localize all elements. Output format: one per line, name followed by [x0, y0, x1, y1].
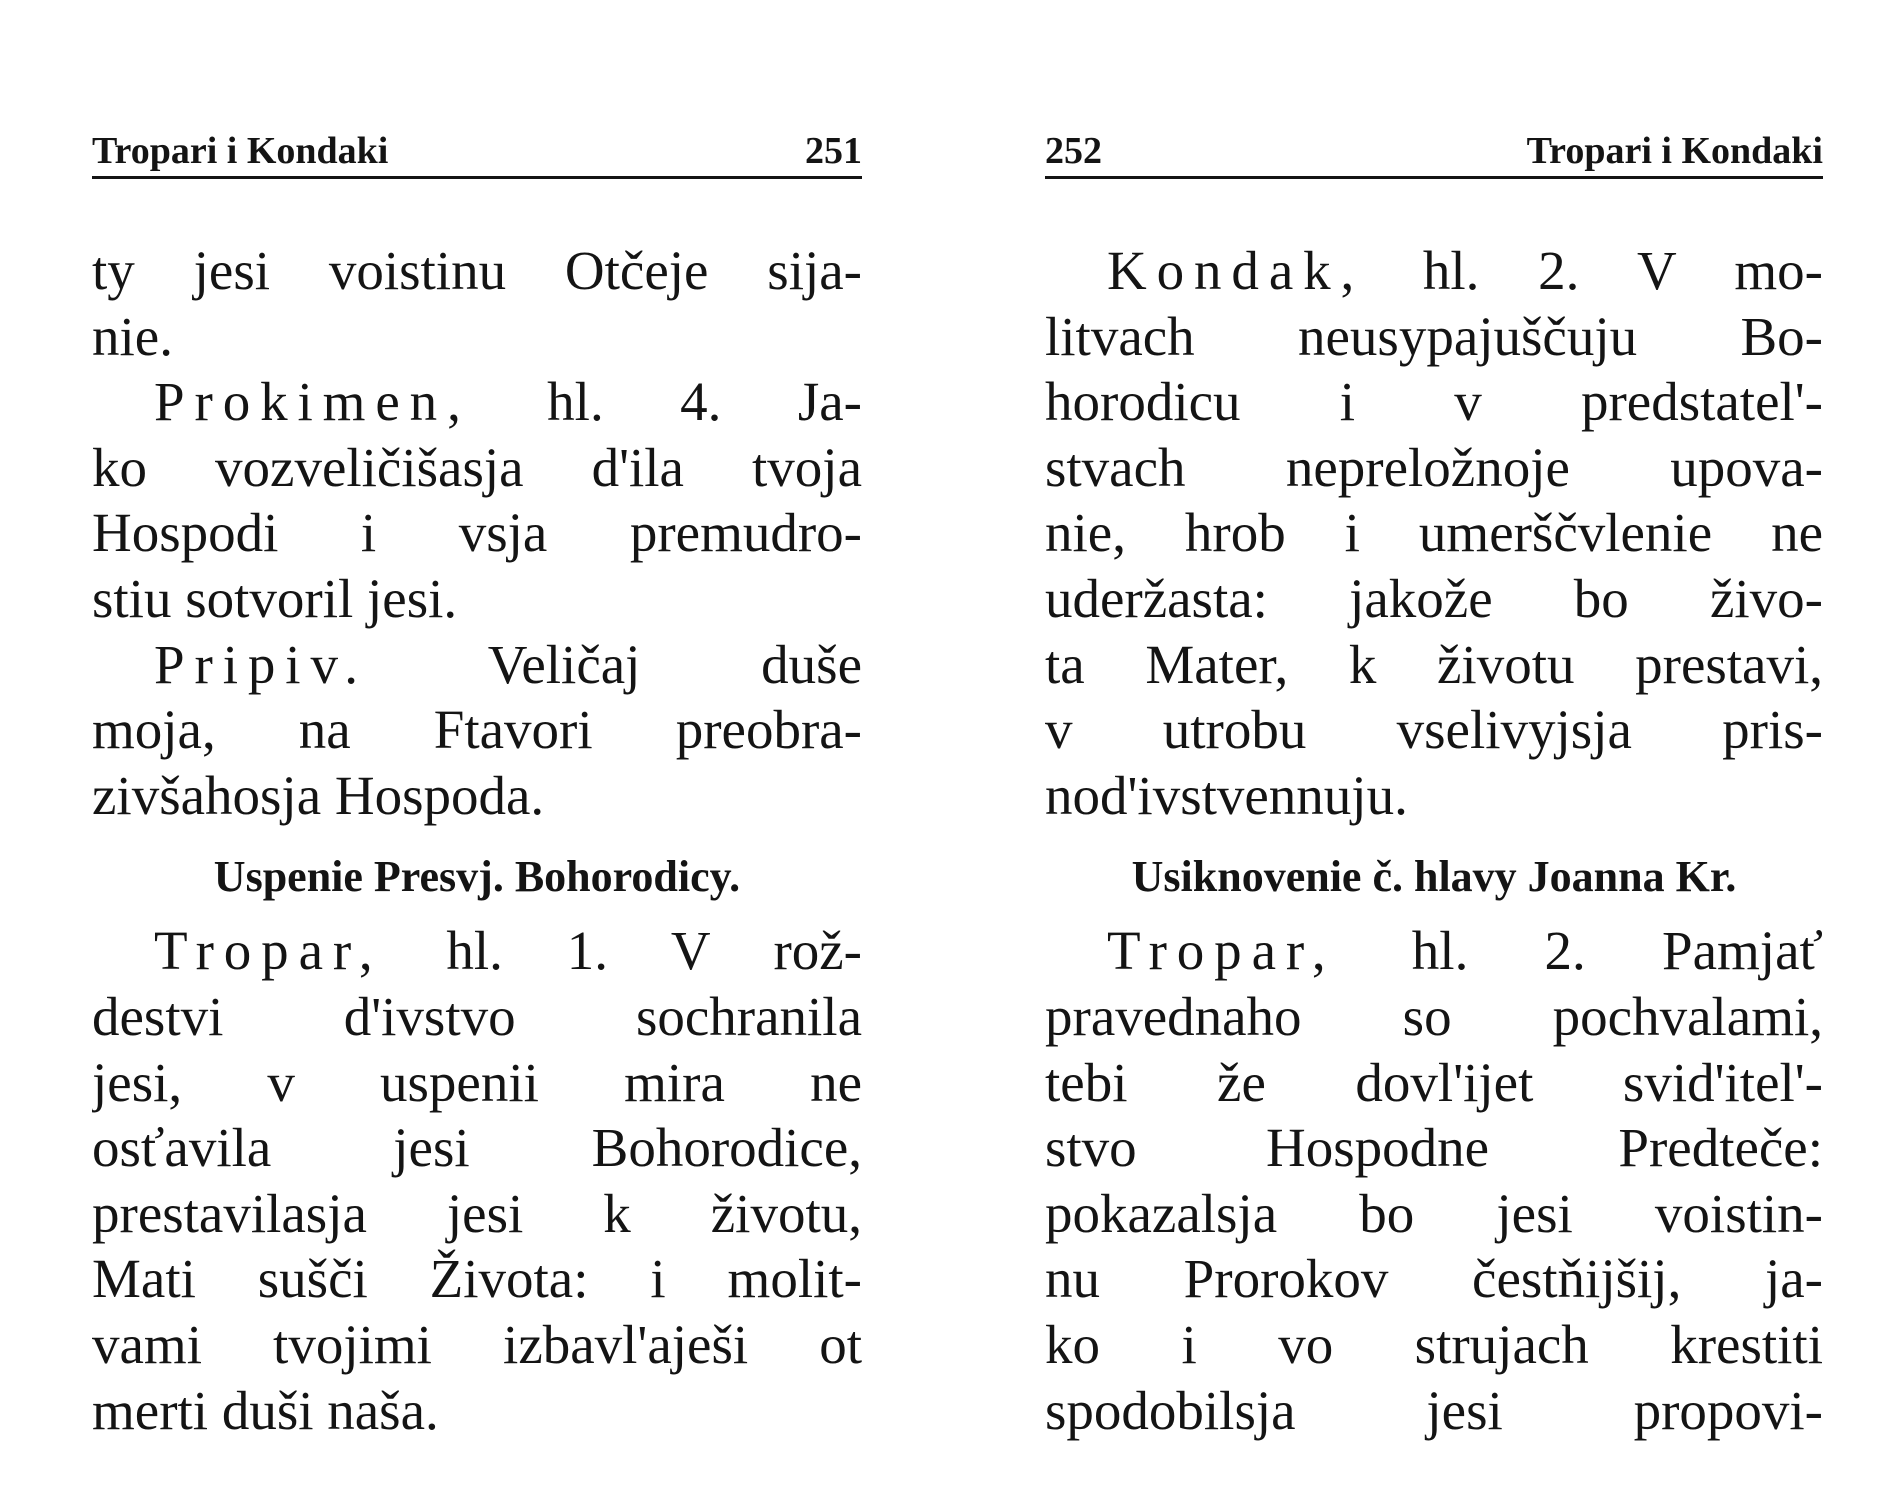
text-line: Hospodi i vsja premudro-: [92, 502, 862, 564]
text-line: stvach nepreložnoje upova-: [1045, 436, 1823, 498]
text-line: pokazalsja bo jesi voistin-: [1045, 1182, 1823, 1244]
tropar-first-line: [92, 918, 862, 984]
text-line: destvi d'ivstvo sochranila: [92, 985, 862, 1047]
text-line: Mati sušči Života: i molit-: [92, 1248, 862, 1310]
tropar-first-line-rest: hl. 1. V rož-: [382, 920, 862, 982]
text-line: nu Prorokov čestňijšij, ja-: [1045, 1248, 1823, 1310]
left-page-header: [92, 118, 862, 179]
text-line: vami tvojimi izbavl'aješi ot: [92, 1313, 862, 1375]
tropar-label: Tropar,: [1107, 920, 1336, 982]
text-line: moja, na Ftavori preobra-: [92, 699, 862, 761]
text-line: stiu sotvoril jesi.: [92, 567, 458, 629]
pripiv-first-line-rest: Veličaj duše: [367, 633, 862, 695]
prokimen-first-line-rest: hl. 4. Ja-: [470, 371, 862, 433]
text-line: merti duši naša.: [92, 1379, 439, 1441]
right-page-body: [1045, 238, 1823, 1443]
text-line: ty jesi voistinu Otčeje sija-: [92, 240, 862, 301]
text-line: v utrobu vselivyjsja pris-: [1045, 699, 1823, 761]
text-line: ko i vo strujach krestiti: [1045, 1313, 1823, 1375]
running-title: Tropari i Kondaki: [92, 130, 389, 172]
text-line: ko vozveličišasja d'ila tvoja: [92, 436, 862, 498]
prokimen-label: Prokimen,: [154, 371, 471, 433]
page-number: 251: [805, 130, 862, 172]
tropar-first-line: [1045, 918, 1823, 984]
text-line: stvo Hospodne Predteče:: [1045, 1117, 1823, 1179]
pripiv-first-line: [92, 632, 862, 698]
text-line: prestavilasja jesi k životu,: [92, 1182, 862, 1244]
text-line: nod'ivstvennuju.: [1045, 764, 1408, 826]
text-line: tebi že dovl'ijet svid'itel'-: [1045, 1051, 1823, 1113]
kondak-first-line: [1045, 238, 1823, 304]
text-line: osťavila jesi Bohorodice,: [92, 1117, 862, 1179]
text-line: pravednaho so pochvalami,: [1045, 985, 1823, 1047]
left-page-body: [92, 238, 862, 1443]
pripiv-label: Pripiv.: [154, 633, 368, 695]
tropar-label: Tropar,: [154, 920, 383, 982]
prokimen-first-line: [92, 369, 862, 435]
text-line: nie, hrob i umerščvlenie ne: [1045, 502, 1823, 564]
page-number: 252: [1045, 130, 1102, 172]
text-line: litvach neusypajuščuju Bo-: [1045, 305, 1823, 367]
text-line: jesi, v uspenii mira ne: [92, 1051, 862, 1113]
section-title: Usiknovenie č. hlavy Joanna Kr.: [1131, 852, 1737, 902]
kondak-label: Kondak,: [1107, 240, 1365, 301]
section-title: Uspenie Presvj. Bohorodicy.: [213, 852, 741, 902]
text-line: spodobilsja jesi propovi-: [1045, 1379, 1823, 1441]
text-line: ta Mater, k životu prestavi,: [1045, 633, 1823, 695]
text-line: uderžasta: jakože bo živo-: [1045, 567, 1823, 629]
kondak-first-line-rest: hl. 2. V mo-: [1364, 240, 1823, 301]
running-title: Tropari i Kondaki: [1526, 130, 1823, 172]
text-line: zivšahosja Hospoda.: [92, 764, 545, 826]
tropar-first-line-rest: hl. 2. Pamjať: [1335, 920, 1823, 982]
text-line: nie.: [92, 305, 173, 367]
right-page-header: [1045, 118, 1823, 179]
text-line: horodicu i v predstatel'-: [1045, 371, 1823, 433]
